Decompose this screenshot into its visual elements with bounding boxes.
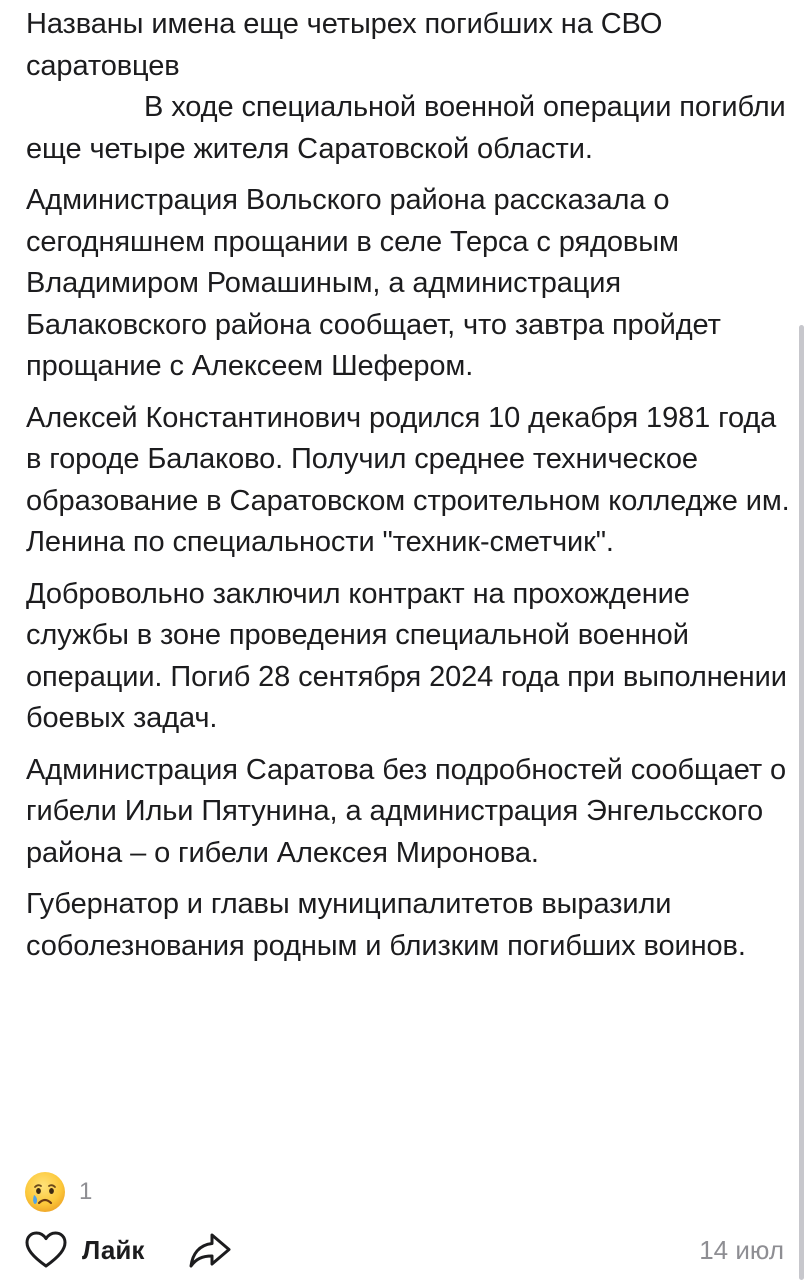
share-icon [188,1230,232,1270]
post-title: Названы имена еще четырех погибших на СВО саратовцев [26,8,663,82]
share-button[interactable] [188,1230,232,1270]
post-title-paragraph [26,0,796,170]
post-paragraph: Добровольно заключил контракт на прохождение службы в зоне проведения специальной военной операции. Погиб 28 сентября 2024 года при выполнении боевых задач. [26,577,787,734]
reaction-count: 1 [79,1178,93,1205]
heart-icon [24,1230,68,1270]
post-paragraph: Губернатор и главы муниципалитетов выразили соболезнования родным и близким погибших воинов. [26,888,746,962]
post-paragraph: Алексей Константинович родился 10 декабря 1981 года в городе Балаково. Получил среднее техническое образование в Саратовском строительном колледже им. Ленина по специальности "техник-сметчик". [26,401,790,558]
post-actions [24,1228,784,1272]
post-date: 14 июл [699,1234,784,1265]
post-paragraph: Администрация Саратова без подробностей сообщает о гибели Ильи Пятунина, а администрация Энгельсского района – о гибели Алексея Миронова. [26,753,787,869]
like-label: Лайк [82,1234,145,1265]
crying-face-icon [24,1171,66,1213]
scrollbar[interactable] [799,325,804,1280]
post-paragraph: Администрация Вольского района рассказала о сегодняшнем прощании в селе Терса с рядовым Владимиром Ромашиным, а администрация Балаковского района сообщает, что завтра пройдет прощание с Алексеем Шефером. [26,184,721,382]
reaction-badge[interactable] [24,1170,92,1214]
post-body [26,0,796,967]
post-lead: В ходе специальной военной операции погибли еще четыре жителя Саратовской области. [26,91,786,165]
like-button[interactable] [24,1230,144,1270]
